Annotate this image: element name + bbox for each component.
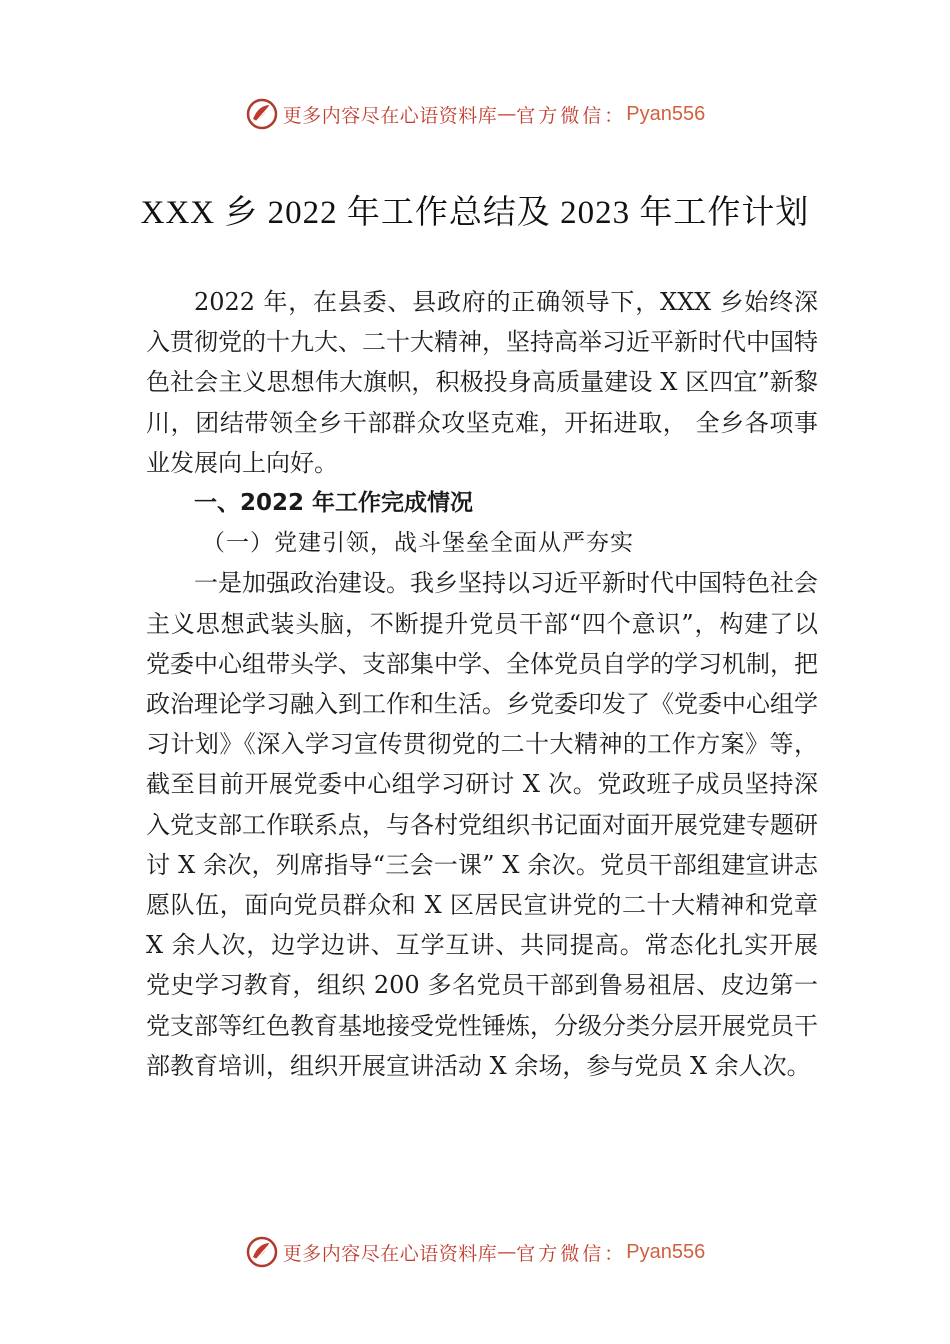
wechat-id: Pyan556 bbox=[626, 1240, 706, 1263]
watermark-text: 更多内容尽在心语资料库 bbox=[282, 104, 498, 127]
subsection-heading: （一）党建引领，战斗堡垒全面从严夯实 bbox=[202, 530, 634, 557]
header-watermark bbox=[0, 94, 950, 134]
footer-watermark bbox=[0, 1232, 950, 1272]
watermark-text: 更多内容尽在心语资料库 bbox=[282, 1242, 498, 1265]
watermark-separator: — bbox=[497, 1241, 517, 1263]
body-paragraph: 一是加强政治建设。我乡坚持以习近平新时代中国特色社会主义思想武装头脑，不断提升党员干部“四个意识”，构建了以党委中心组带头学、支部集中学、全体党员自学的学习机制，把政治理论学习融入到工作和生活。乡党委印发了《党委中心组学习计划》《深入学习宣传贯彻党的二十大精神的工作方案》等，截至目前开展党委中心组学习研讨 X 次。党政班子成员坚持深入党支部工作联系点，与各村党组织书记面对面开展党建专题研讨 X 余次，列席指导“三会一课” X 余次。党员干部组建宣讲志愿队伍，面向党员群众和 X 区居民宣讲党的二十大精神和党章 X 余人次，边学边讲、互学互讲、共同提高。常态化扎实开展党史学习教育，组织 200 多名党员干部到鲁易祖居、皮边第一党支部等红色教育基地接受党性锤炼，分级分类分层开展党员干部教育培训，组织开展宣讲活动 X 余场，参与党员 X 余人次。 bbox=[146, 569, 818, 1080]
brand-logo-icon bbox=[245, 97, 279, 131]
document-body bbox=[146, 282, 818, 1086]
document-title: XXX 乡 2022 年工作总结及 2023 年工作计划 bbox=[140, 195, 810, 231]
wechat-label: 官方微信： bbox=[516, 1242, 627, 1265]
section-heading: 一、2022 年工作完成情况 bbox=[194, 490, 474, 517]
brand-logo-icon bbox=[245, 1235, 279, 1269]
wechat-label: 官方微信： bbox=[516, 104, 627, 127]
wechat-id: Pyan556 bbox=[626, 102, 706, 125]
intro-paragraph: 2022 年，在县委、县政府的正确领导下，XXX 乡始终深入贯彻党的十九大、二十大精神，坚持高举习近平新时代中国特色社会主义思想伟大旗帜，积极投身高质量建设 X 区四宜”新黎川，团结带领全乡干部群众攻坚克难，开拓进取， 全乡各项事业发展向上向好。 bbox=[146, 288, 818, 477]
watermark-separator: — bbox=[497, 103, 517, 125]
